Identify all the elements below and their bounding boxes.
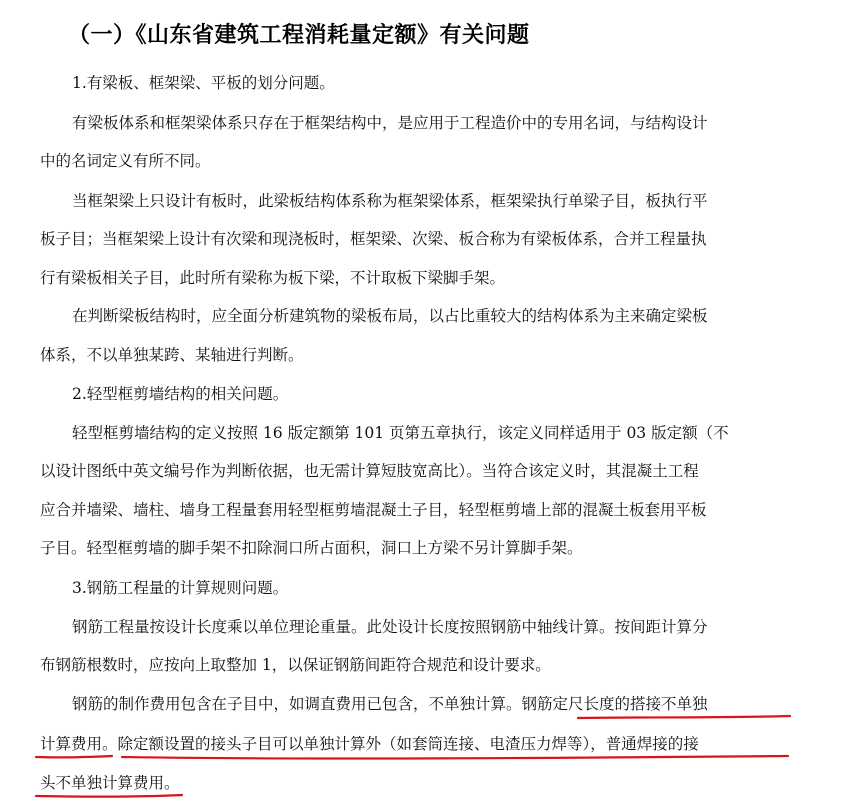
red-underline-stroke <box>36 795 182 797</box>
paragraph-line: 钢筋工程量按设计长度乘以单位理论重量。此处设计长度按照钢筋中轴线计算。按间距计算分 <box>72 618 708 636</box>
red-underline-stroke <box>578 716 790 718</box>
paragraph-line: 布钢筋根数时，应按向上取整加 1，以保证钢筋间距符合规范和设计要求。 <box>40 656 551 674</box>
paragraph-line <box>40 734 699 754</box>
underlined-text: 除定额设置的接头子目可以单独计算外（如套筒连接、电渣压力焊等），普通焊接的接 <box>117 735 699 753</box>
paragraph-line <box>40 773 180 793</box>
paragraph-line: 板子目；当框架梁上设计有次梁和现浇板时，框架梁、次梁、板合称为有梁板体系，合并工程量执 <box>40 230 707 248</box>
plain-text: 。 <box>102 735 118 753</box>
paragraph-line: 体系，不以单独某跨、某轴进行判断。 <box>40 346 304 364</box>
paragraph-line: 轻型框剪墙结构的定义按照 16 版定额第 101 页第五章执行，该定义同样适用于 03 版定额（不 <box>72 424 729 442</box>
red-underline-stroke <box>122 756 788 759</box>
paragraph-line: 行有梁板相关子目，此时所有梁称为板下梁，不计取板下梁脚手架。 <box>40 269 506 287</box>
red-underline-stroke <box>36 756 112 757</box>
paragraph-line: 当框架梁上只设计有板时，此梁板结构体系称为框架梁体系，框架梁执行单梁子目，板执行平 <box>72 192 708 210</box>
section-1-title: 1.有梁板、框架梁、平板的划分问题。 <box>72 74 335 92</box>
paragraph-line: 子目。轻型框剪墙的脚手架不扣除洞口所占面积，洞口上方梁不另计算脚手架。 <box>40 539 583 557</box>
underlined-text: 计算费用 <box>40 735 103 753</box>
paragraph-line: 应合并墙梁、墙柱、墙身工程量套用轻型框剪墙混凝土子目，轻型框剪墙上部的混凝土板套用平板 <box>40 501 707 519</box>
paragraph-line: 中的名词定义有所不同。 <box>40 152 211 170</box>
underlined-text: 头不单独计算费用 <box>40 774 165 792</box>
section-2-title: 2.轻型框剪墙结构的相关问题。 <box>72 385 289 403</box>
underlined-text: 钢筋定尺长度的搭接不单独 <box>521 695 708 713</box>
plain-text: 。 <box>164 774 180 792</box>
paragraph-line: 在判断梁板结构时，应全面分析建筑物的梁板布局，以占比重较大的结构体系为主来确定梁板 <box>72 307 708 325</box>
paragraph-line: 有梁板体系和框架梁体系只存在于框架结构中，是应用于工程造价中的专用名词，与结构设计 <box>72 114 708 132</box>
paragraph-line: 以设计图纸中英文编号作为判断依据，也无需计算短肢宽高比）。当符合该定义时，其混凝土工程 <box>40 462 699 480</box>
section-3-title: 3.钢筋工程量的计算规则问题。 <box>72 579 289 597</box>
plain-text: 钢筋的制作费用包含在子目中，如调直费用已包含，不单独计算。 <box>72 695 522 713</box>
section-heading: （一）《山东省建筑工程消耗量定额》有关问题 <box>68 23 530 48</box>
paragraph-line <box>72 694 708 714</box>
